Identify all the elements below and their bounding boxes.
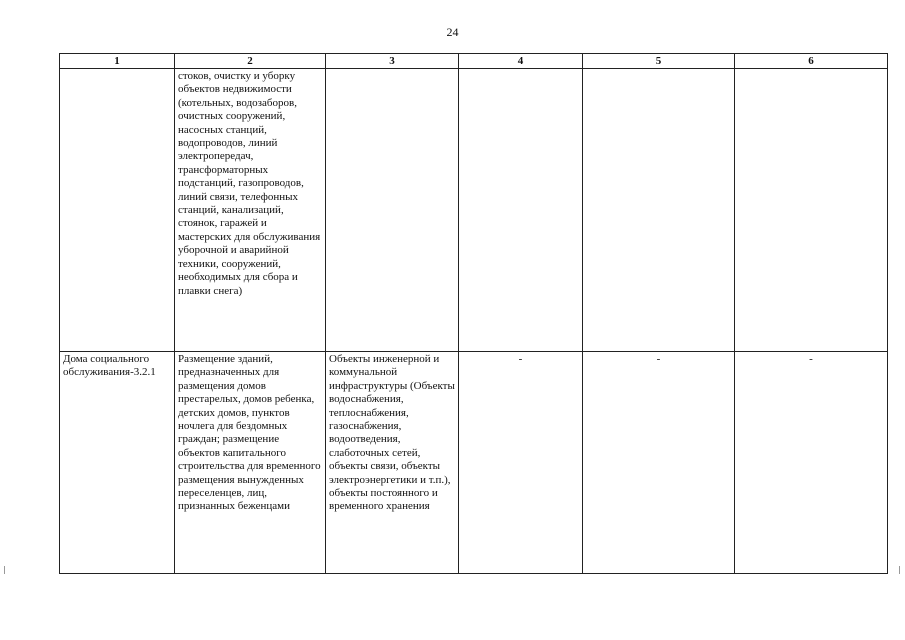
table-row (60, 69, 888, 352)
header-col-6: 6 (735, 54, 888, 69)
header-col-3: 3 (326, 54, 459, 69)
header-col-5: 5 (583, 54, 735, 69)
cell-col-4: - (459, 352, 583, 574)
cell-land-use-type: Дома социального обслуживания-3.2.1 (60, 352, 175, 574)
scan-mark-left (4, 566, 5, 574)
header-col-4: 4 (459, 54, 583, 69)
cell-auxiliary-objects (326, 69, 459, 352)
cell-col-5: - (583, 352, 735, 574)
regulations-table (59, 53, 888, 574)
cell-auxiliary-objects: Объекты инженерной и коммунальной инфраструктуры (Объекты водоснабжения, теплоснабжения, газоснабжения, водоотведения, слаботочных сетей, объекты связи, объекты электроэнергетики и т.п.), объекты постоянного и временного хранения (326, 352, 459, 574)
cell-col-6: - (735, 352, 888, 574)
page-number: 24 (446, 25, 459, 39)
cell-description: Размещение зданий, предназначенных для размещения домов престарелых, домов ребенка, детских домов, пунктов ночлега для бездомных граждан; размещение объектов капитального строительства для временного размещения вынужденных переселенцев, лиц, признанных беженцами (175, 352, 326, 574)
cell-col-5 (583, 69, 735, 352)
header-col-2: 2 (175, 54, 326, 69)
scan-mark-right (899, 566, 900, 574)
cell-col-6 (735, 69, 888, 352)
cell-description: стоков, очистку и уборку объектов недвижимости (котельных, водозаборов, очистных сооружений, насосных станций, водопроводов, линий электропередач, трансформаторных подстанций, газопроводов, линий связи, телефонных станций, канализаций, стоянок, гаражей и мастерских для обслуживания уборочной и аварийной техники, сооружений, необходимых для сбора и плавки снега) (175, 69, 326, 352)
cell-land-use-type (60, 69, 175, 352)
table-row (60, 352, 888, 574)
cell-col-4 (459, 69, 583, 352)
header-row (60, 54, 888, 69)
header-col-1: 1 (60, 54, 175, 69)
